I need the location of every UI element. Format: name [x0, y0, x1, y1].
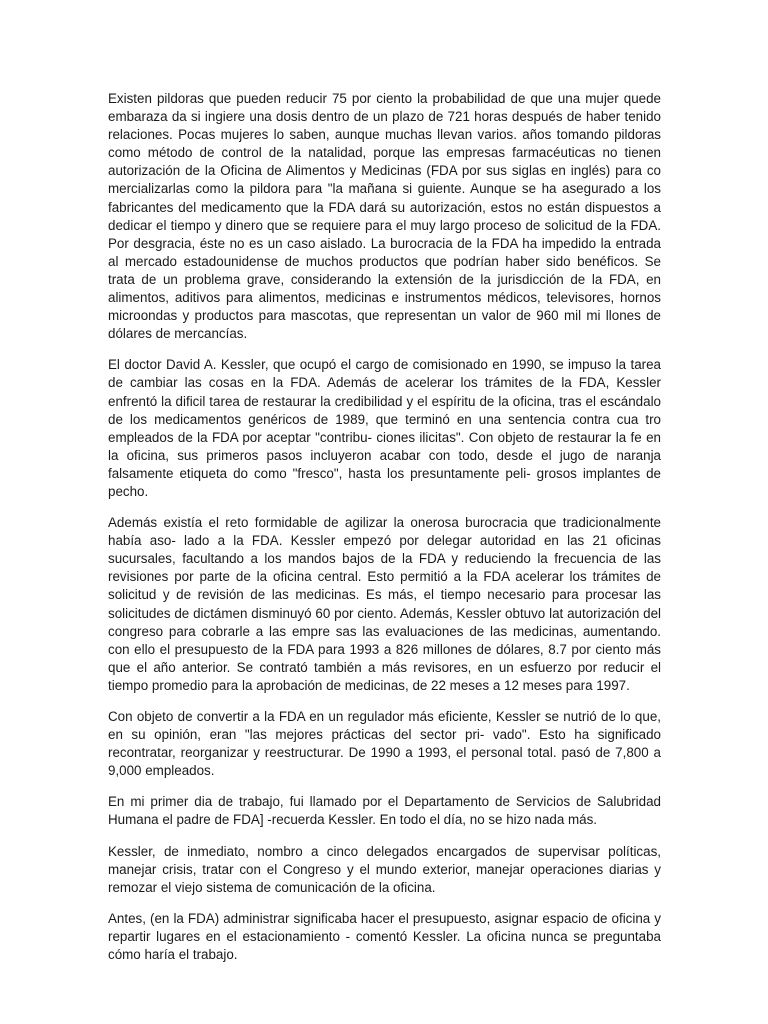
paragraph-7: Antes, (en la FDA) administrar significaba hacer el presupuesto, asignar espacio de oficina y repartir lugares en el estacionamiento - comentó Kessler. La oficina nunca se preguntaba cómo haría el trabajo.: [108, 910, 661, 963]
paragraph-2: El doctor David A. Kessler, que ocupó el cargo de comisionado en 1990, se impuso la tarea de cambiar las cosas en la FDA. Además de acelerar los trámites de la FDA, Kessler enfrentó la dificil tarea de restaurar la credibilidad y el espíritu de la oficina, tras el escándalo de los medicamentos genéricos de 1989, que terminó en una sentencia contra cua tro empleados de la FDA por aceptar "contribu- ciones ilicitas". Con objeto de restaurar la fe en la oficina, sus primeros pasos incluyeron acabar con todo, desde el jugo de naranja falsamente etiqueta do como "fresco", hasta los presuntamente peli- grosos implantes de pecho.: [108, 357, 661, 499]
document-body: [108, 90, 661, 964]
paragraph-3: Además existía el reto formidable de agilizar la onerosa burocracia que tradicionalmente había aso- lado a la FDA. Kessler empezó por delegar autoridad en las 21 oficinas sucursales, facultando a los mandos bajos de la FDA y reduciendo la frecuencia de las revisiones por parte de la oficina central. Esto permitió a la FDA acelerar los trámites de solicitud y de revisión de las medicinas. Es más, el tiempo necesario para procesar las solicitudes de dictámen disminuyó 60 por ciento. Además, Kessler obtuvo lat autorización del congreso para cobrarle a las empre sas las evaluaciones de las medicinas, aumentando. con ello el presupuesto de la FDA para 1993 a 826 millones de dólares, 8.7 por ciento más que el año anterior. Se contrató también a más revisores, en un esfuerzo por reducir el tiempo promedio para la aprobación de medicinas, de 22 meses a 12 meses para 1997.: [108, 515, 661, 693]
paragraph-5: En mi primer dia de trabajo, fui llamado por el Departamento de Servicios de Salubridad Humana el padre de FDA] -recuerda Kessler. En todo el día, no se hizo nada más.: [108, 794, 661, 828]
paragraph-6: Kessler, de inmediato, nombro a cinco delegados encargados de supervisar políticas, manejar crisis, tratar con el Congreso y el mundo exterior, manejar operaciones diarias y remozar el viejo sistema de comunicación de la oficina.: [108, 843, 661, 895]
paragraph-1: Existen pildoras que pueden reducir 75 por ciento la probabilidad de que una mujer quede embaraza da si ingiere una dosis dentro de un plazo de 721 horas después de haber tenido relaciones. Pocas mujeres lo saben, aunque muchas llevan varios. años tomando pildoras como método de control de la natalidad, porque las empresas farmacéuticas no tienen autorización de la Oficina de Alimentos y Medicinas (FDA por sus siglas en inglés) para co mercializarlas como la pildora para "la mañana si guiente. Aunque se ha asegurado a los fabricantes del medicamento que la FDA dará su autorización, estos no están dispuestos a dedicar el tiempo y dinero que se requiere para el muy largo proceso de solicitud de la FDA. Por desgracia, éste no es un caso aislado. La burocracia de la FDA ha impedido la entrada al mercado estadounidense de muchos productos que podrían haber sido benéficos. Se trata de un problema grave, considerando la extensión de la jurisdicción de la FDA, en alimentos, aditivos para alimentos, medicinas e instrumentos médicos, televisores, hornos microondas y productos para mascotas, que representan un valor de 960 mil mi llones de dólares de mercancías.: [108, 91, 661, 342]
paragraph-4: Con objeto de convertir a la FDA en un regulador más eficiente, Kessler se nutrió de lo que, en su opinión, eran "las mejores prácticas del sector pri- vado". Esto ha significado recontratar, reorganizar y reestructurar. De 1990 a 1993, el personal total. pasó de 7,800 a 9,000 empleados.: [108, 709, 661, 779]
